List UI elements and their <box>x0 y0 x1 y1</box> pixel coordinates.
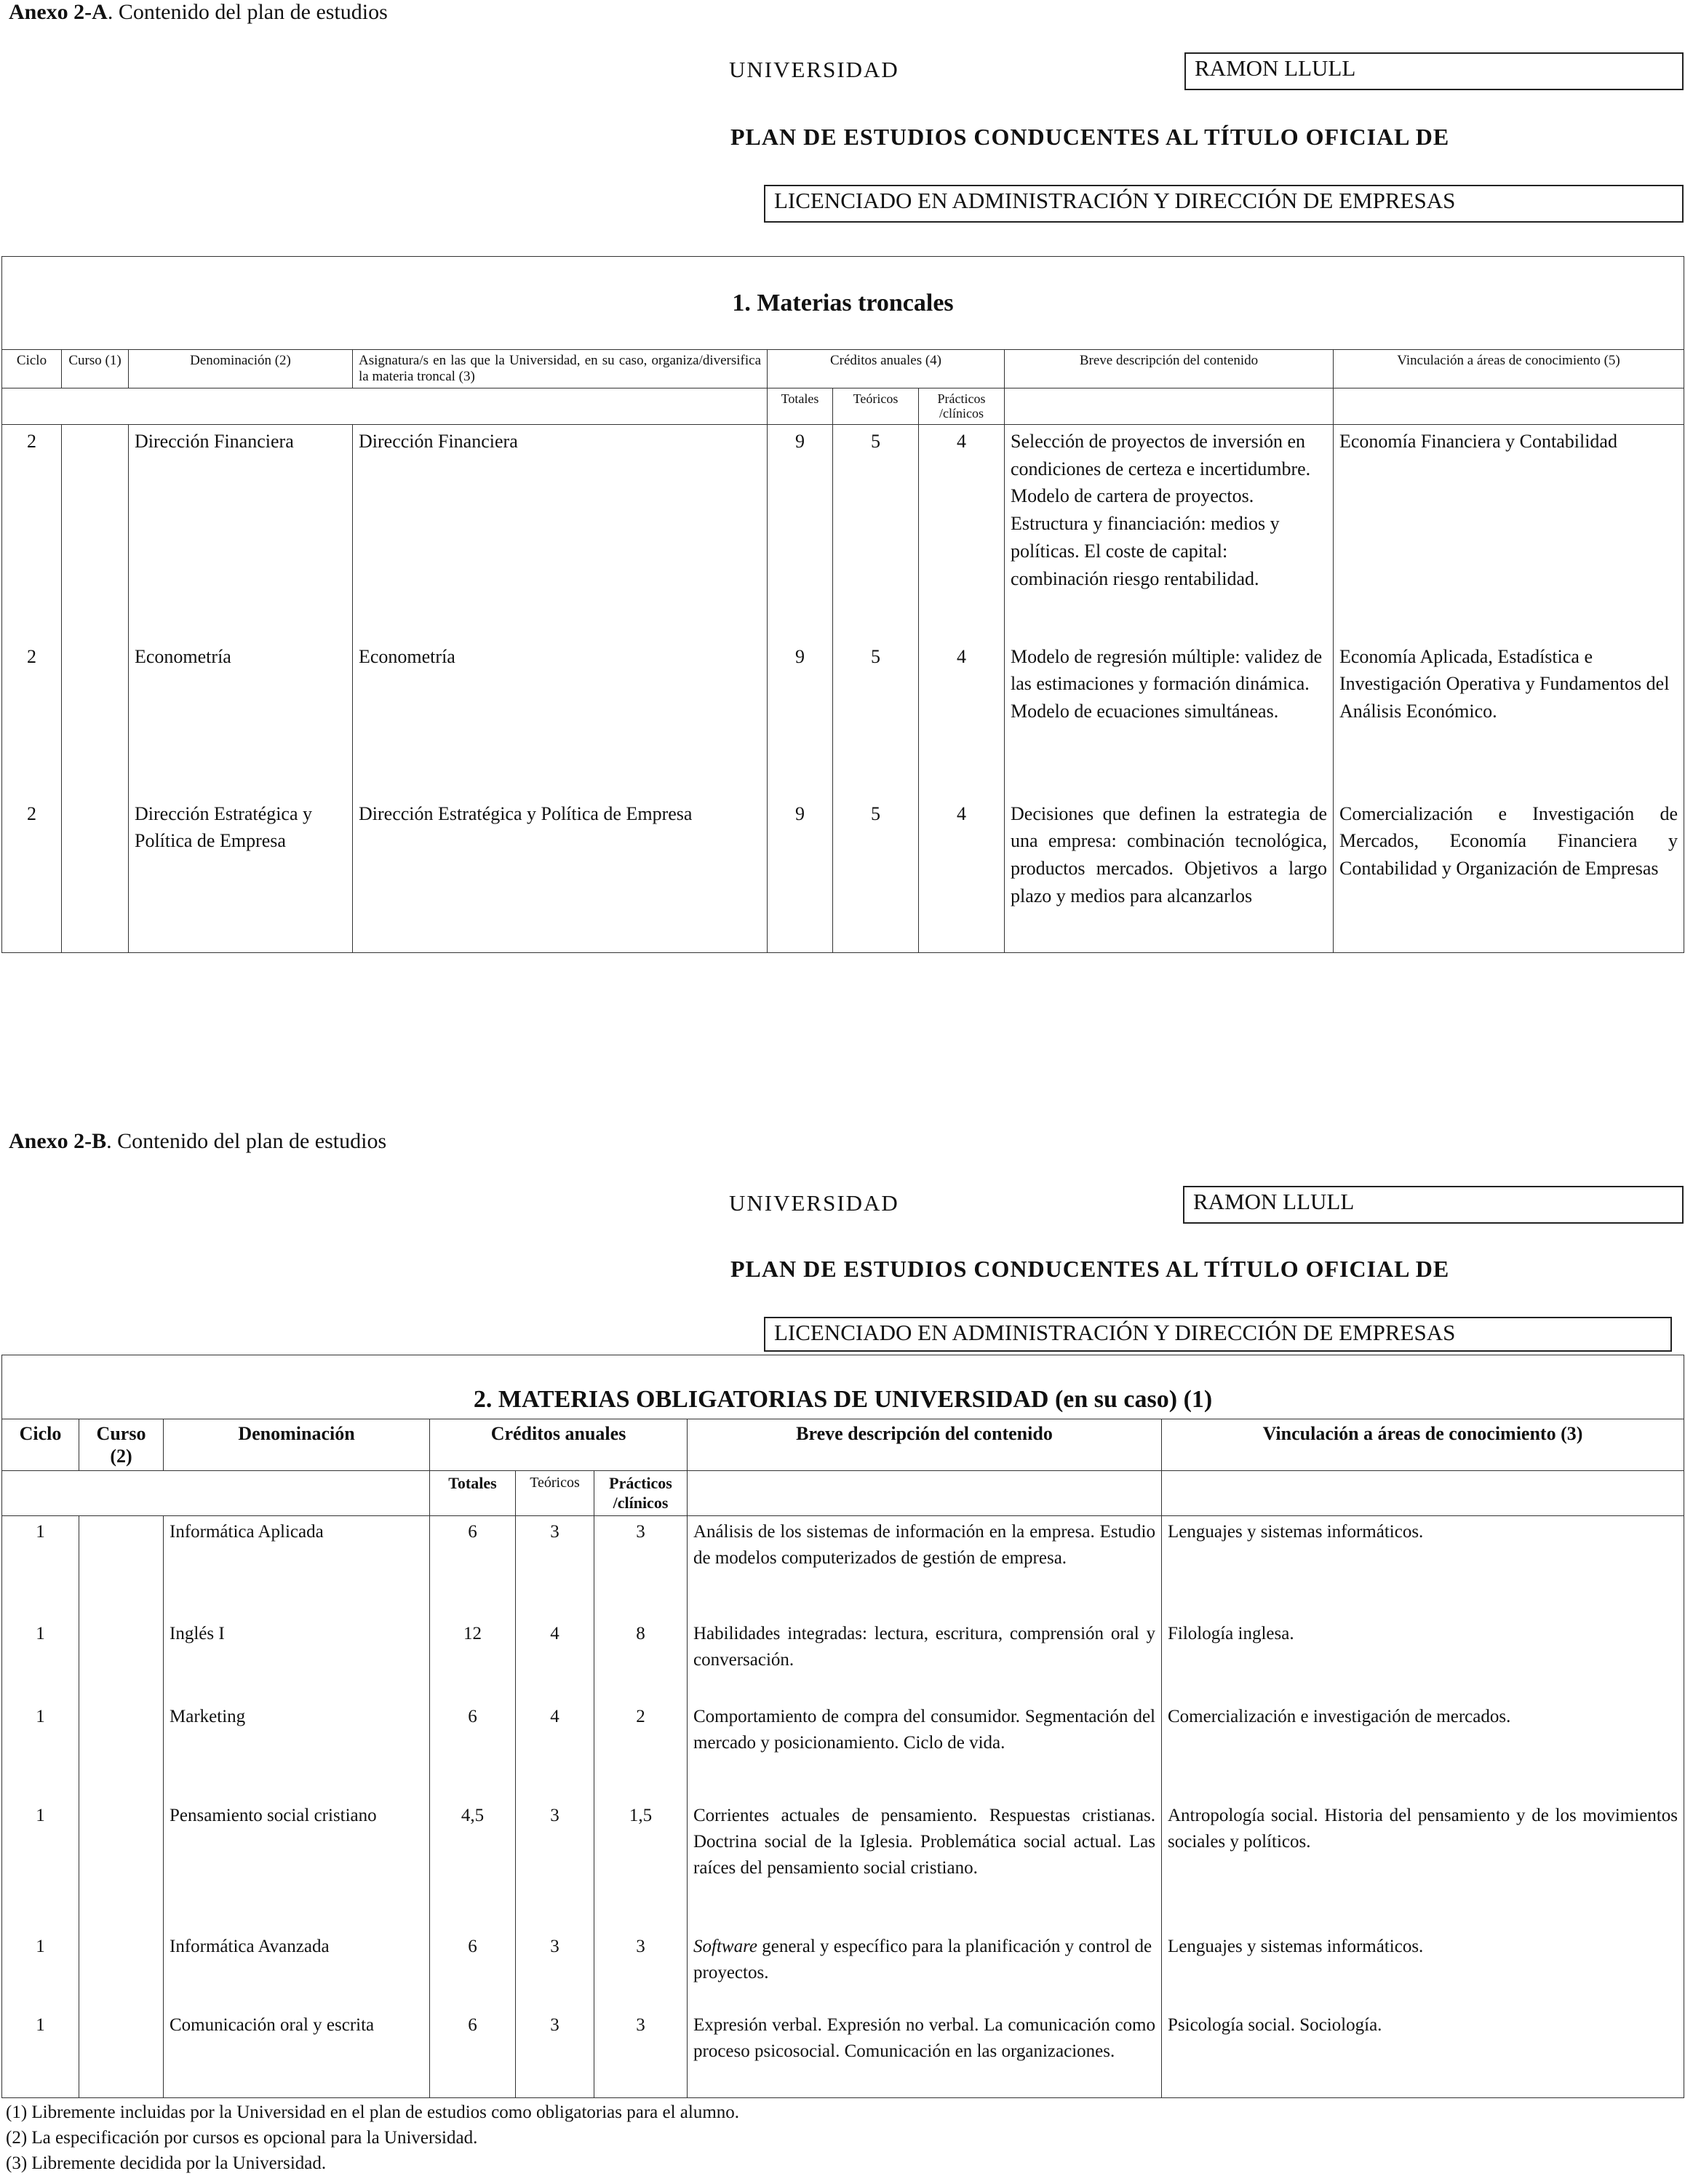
footnote: (2) La especificación por cursos es opcional para la Universidad. <box>6 2128 478 2148</box>
cell-practicos: 4 <box>919 797 1005 953</box>
troncales-table <box>1 256 1684 953</box>
cell-curso <box>79 1931 164 2009</box>
cell-teoricos: 3 <box>516 1931 594 2009</box>
universidad-value-box: RAMON LLULL <box>1183 1186 1684 1224</box>
cell-descripcion: Habilidades integradas: lectura, escritura, comprensión oral y conversación. <box>688 1618 1162 1701</box>
col-header-descripcion: Breve descripción del contenido <box>1005 350 1334 388</box>
universidad-value-box: RAMON LLULL <box>1184 52 1684 90</box>
cell-denominacion: Informática Aplicada <box>164 1516 430 1618</box>
cell-teoricos: 3 <box>516 2009 594 2098</box>
cell-teoricos: 3 <box>516 1516 594 1618</box>
universidad-label: UNIVERSIDAD <box>729 57 899 82</box>
cell-practicos: 8 <box>594 1618 688 1701</box>
col-header-totales: Totales <box>768 388 833 424</box>
col-header-vinculacion: Vinculación a áreas de conocimiento (3) <box>1162 1419 1684 1471</box>
table-row <box>2 1931 1684 2009</box>
cell-curso <box>79 1618 164 1701</box>
footnote: (1) Libremente incluidas por la Universidad en el plan de estudios como obligatorias para el alumno. <box>6 2103 740 2122</box>
col-header-creditos: Créditos anuales <box>430 1419 688 1471</box>
col-header-denominacion: Denominación (2) <box>129 350 353 388</box>
col-header-curso: Curso (1) <box>62 350 129 388</box>
col-header-teoricos: Teóricos <box>516 1471 594 1516</box>
cell-denominacion: Inglés I <box>164 1618 430 1701</box>
table-row <box>2 2009 1684 2098</box>
cell-curso <box>79 1800 164 1931</box>
table-row <box>2 425 1684 640</box>
descripcion-rest: general y específico para la planificación y control de proyectos. <box>693 1936 1152 1982</box>
cell-curso <box>79 2009 164 2098</box>
cell-ciclo: 1 <box>2 1931 79 2009</box>
cell-teoricos: 3 <box>516 1800 594 1931</box>
cell-ciclo: 1 <box>2 1701 79 1800</box>
titulo-value-box: LICENCIADO EN ADMINISTRACIÓN Y DIRECCIÓN DE EMPRESAS <box>764 185 1684 223</box>
table-row <box>2 1516 1684 1618</box>
table-row <box>2 797 1684 953</box>
col-header-teoricos: Teóricos <box>833 388 919 424</box>
cell-totales: 6 <box>430 1701 516 1800</box>
cell-vinculacion: Antropología social. Historia del pensamiento y de los movimientos sociales y políticos. <box>1162 1800 1684 1931</box>
universidad-label: UNIVERSIDAD <box>729 1190 899 1216</box>
cell-descripcion: Modelo de regresión múltiple: validez de las estimaciones y formación dinámica. Modelo de ecuaciones simultáneas. <box>1005 640 1334 797</box>
col-header-denominacion: Denominación <box>164 1419 430 1471</box>
cell-totales: 6 <box>430 1516 516 1618</box>
cell-curso <box>62 640 129 797</box>
cell-teoricos: 4 <box>516 1701 594 1800</box>
footnote: (3) Libremente decidida por la Universidad. <box>6 2153 327 2173</box>
cell-ciclo: 2 <box>2 640 62 797</box>
cell-vinculacion: Lenguajes y sistemas informáticos. <box>1162 1931 1684 2009</box>
cell-descripcion: Corrientes actuales de pensamiento. Respuestas cristianas. Doctrina social de la Iglesia. Problemática social actual. Las raíces del pensamiento social cristiano. <box>688 1800 1162 1931</box>
cell-vinculacion: Economía Aplicada, Estadística e Investigación Operativa y Fundamentos del Análisis Económico. <box>1334 640 1684 797</box>
cell-practicos: 3 <box>594 1516 688 1618</box>
cell-totales: 9 <box>768 797 833 953</box>
cell-vinculacion: Comercialización e Investigación de Mercados, Economía Financiera y Contabilidad y Organización de Empresas <box>1334 797 1684 953</box>
cell-asignatura: Dirección Financiera <box>353 425 768 640</box>
cell-descripcion: Comportamiento de compra del consumidor. Segmentación del mercado y posicionamiento. Ciclo de vida. <box>688 1701 1162 1800</box>
cell-vinculacion: Economía Financiera y Contabilidad <box>1334 425 1684 640</box>
table-row <box>2 640 1684 797</box>
cell-descripcion: Análisis de los sistemas de información en la empresa. Estudio de modelos computerizados de gestión de empresa. <box>688 1516 1162 1618</box>
cell-denominacion: Econometría <box>129 640 353 797</box>
plan-heading: PLAN DE ESTUDIOS CONDUCENTES AL TÍTULO OFICIAL DE <box>730 124 1450 150</box>
cell-asignatura: Econometría <box>353 640 768 797</box>
obligatorias-table <box>1 1355 1684 2098</box>
cell-denominacion: Informática Avanzada <box>164 1931 430 2009</box>
cell-practicos: 4 <box>919 640 1005 797</box>
cell-curso <box>79 1516 164 1618</box>
cell-practicos: 2 <box>594 1701 688 1800</box>
cell-ciclo: 1 <box>2 1800 79 1931</box>
table-row <box>2 1701 1684 1800</box>
cell-curso <box>62 425 129 640</box>
cell-descripcion: Decisiones que definen la estrategia de una empresa: combinación tecnológica, productos mercados. Objetivos a largo plazo y medios para alcanzarlos <box>1005 797 1334 953</box>
cell-descripcion <box>688 1931 1162 2009</box>
cell-ciclo: 2 <box>2 425 62 640</box>
cell-totales: 4,5 <box>430 1800 516 1931</box>
cell-practicos: 3 <box>594 1931 688 2009</box>
cell-curso <box>62 797 129 953</box>
cell-vinculacion: Filología inglesa. <box>1162 1618 1684 1701</box>
table-row <box>2 1800 1684 1931</box>
cell-totales: 9 <box>768 640 833 797</box>
col-header-asignaturas: Asignatura/s en las que la Universidad, en su caso, organiza/diversifica la materia troncal (3) <box>353 350 768 388</box>
col-header-descripcion: Breve descripción del contenido <box>688 1419 1162 1471</box>
col-header-vinculacion: Vinculación a áreas de conocimiento (5) <box>1334 350 1684 388</box>
cell-teoricos: 5 <box>833 425 919 640</box>
cell-vinculacion: Comercialización e investigación de mercados. <box>1162 1701 1684 1800</box>
plan-heading: PLAN DE ESTUDIOS CONDUCENTES AL TÍTULO OFICIAL DE <box>730 1256 1450 1282</box>
col-header-ciclo: Ciclo <box>2 350 62 388</box>
footnotes <box>6 2100 739 2176</box>
cell-denominacion: Comunicación oral y escrita <box>164 2009 430 2098</box>
col-header-ciclo: Ciclo <box>2 1419 79 1471</box>
cell-ciclo: 1 <box>2 1516 79 1618</box>
cell-denominacion: Marketing <box>164 1701 430 1800</box>
cell-vinculacion: Lenguajes y sistemas informáticos. <box>1162 1516 1684 1618</box>
cell-totales: 12 <box>430 1618 516 1701</box>
col-header-curso: Curso (2) <box>79 1419 164 1471</box>
cell-curso <box>79 1701 164 1800</box>
cell-descripcion: Selección de proyectos de inversión en condiciones de certeza e incertidumbre. Modelo de cartera de proyectos. Estructura y financiación: medios y políticas. El coste de capital: combinación riesgo rentabilidad. <box>1005 425 1334 640</box>
cell-practicos: 4 <box>919 425 1005 640</box>
table-row <box>2 1618 1684 1701</box>
software-italic: Software <box>693 1936 757 1956</box>
cell-asignatura: Dirección Estratégica y Política de Empresa <box>353 797 768 953</box>
col-header-practicos: Prácticos /clínicos <box>919 388 1005 424</box>
cell-vinculacion: Psicología social. Sociología. <box>1162 2009 1684 2098</box>
cell-descripcion: Expresión verbal. Expresión no verbal. La comunicación como proceso psicosocial. Comunicación en las organizaciones. <box>688 2009 1162 2098</box>
cell-totales: 9 <box>768 425 833 640</box>
table-title: 1. Materias troncales <box>2 257 1684 350</box>
col-header-practicos: Prácticos /clínicos <box>594 1471 688 1516</box>
cell-teoricos: 5 <box>833 797 919 953</box>
col-header-creditos: Créditos anuales (4) <box>768 350 1005 388</box>
cell-ciclo: 2 <box>2 797 62 953</box>
cell-totales: 6 <box>430 1931 516 2009</box>
cell-ciclo: 1 <box>2 2009 79 2098</box>
cell-totales: 6 <box>430 2009 516 2098</box>
cell-practicos: 3 <box>594 2009 688 2098</box>
cell-teoricos: 5 <box>833 640 919 797</box>
cell-practicos: 1,5 <box>594 1800 688 1931</box>
annex-b-label: Anexo 2-B. Contenido del plan de estudios <box>9 1129 387 1153</box>
table-title: 2. MATERIAS OBLIGATORIAS DE UNIVERSIDAD (en su caso) (1) <box>2 1355 1684 1419</box>
cell-denominacion: Dirección Financiera <box>129 425 353 640</box>
cell-ciclo: 1 <box>2 1618 79 1701</box>
annex-a-label: Anexo 2-A. Contenido del plan de estudios <box>9 0 388 24</box>
titulo-value-box: LICENCIADO EN ADMINISTRACIÓN Y DIRECCIÓN DE EMPRESAS <box>764 1317 1672 1352</box>
cell-denominacion: Dirección Estratégica y Política de Empresa <box>129 797 353 953</box>
cell-teoricos: 4 <box>516 1618 594 1701</box>
cell-denominacion: Pensamiento social cristiano <box>164 1800 430 1931</box>
col-header-totales: Totales <box>430 1471 516 1516</box>
